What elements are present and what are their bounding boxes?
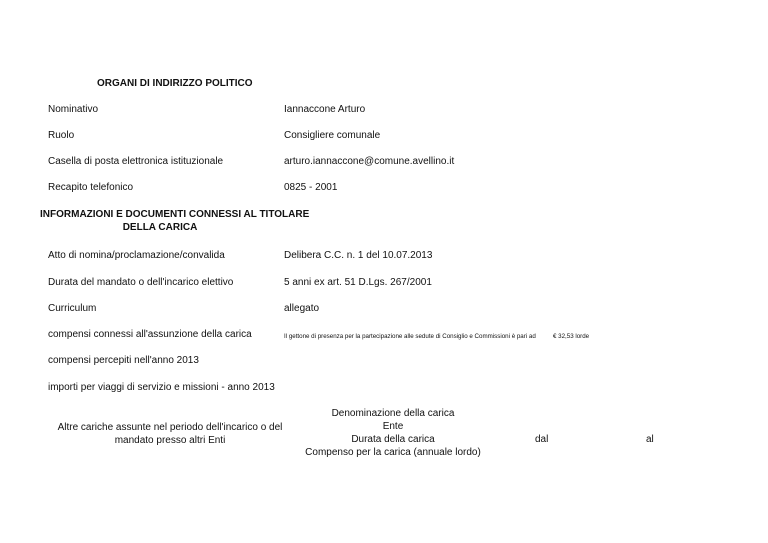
label-compensi-connessi: compensi connessi all'assunzione della carica bbox=[48, 329, 252, 340]
label-compensi-percepiti: compensi percepiti nell'anno 2013 bbox=[48, 355, 199, 366]
label-curriculum: Curriculum bbox=[48, 303, 97, 314]
value-curriculum: allegato bbox=[284, 303, 320, 314]
value-nominativo: Iannaccone Arturo bbox=[284, 104, 366, 115]
value-email: arturo.iannaccone@comune.avellino.it bbox=[284, 156, 455, 167]
label-al: al bbox=[646, 434, 654, 445]
label-altre-cariche-line2: mandato presso altri Enti bbox=[114, 435, 226, 446]
label-ruolo: Ruolo bbox=[48, 130, 75, 141]
value-ruolo: Consigliere comunale bbox=[284, 130, 381, 141]
label-telefono: Recapito telefonico bbox=[48, 182, 134, 193]
value-telefono: 0825 - 2001 bbox=[284, 182, 338, 193]
section-title-informazioni bbox=[40, 208, 310, 234]
section-title-organi: ORGANI DI INDIRIZZO POLITICO bbox=[97, 78, 253, 89]
field-denominazione: Denominazione della carica bbox=[331, 408, 455, 419]
label-atto-nomina: Atto di nomina/proclamazione/convalida bbox=[48, 250, 225, 261]
label-nominativo: Nominativo bbox=[48, 104, 99, 115]
section-title-line2: DELLA CARICA bbox=[122, 222, 198, 233]
field-durata: Durata della carica bbox=[351, 434, 435, 445]
label-email: Casella di posta elettronica istituzionale bbox=[48, 156, 224, 167]
field-compenso: Compenso per la carica (annuale lordo) bbox=[305, 447, 481, 458]
label-altre-cariche-line1: Altre cariche assunte nel periodo dell'incarico o del bbox=[57, 422, 283, 433]
section-title-line1: INFORMAZIONI E DOCUMENTI CONNESSI AL TITOLARE bbox=[40, 209, 310, 220]
value-durata-mandato: 5 anni ex art. 51 D.Lgs. 267/2001 bbox=[284, 277, 432, 288]
label-dal: dal bbox=[535, 434, 549, 445]
value-compensi-importo: € 32,53 lorde bbox=[553, 333, 590, 340]
label-altre-cariche bbox=[40, 421, 300, 447]
label-durata-mandato: Durata del mandato o dell'incarico elettivo bbox=[48, 277, 234, 288]
value-atto-nomina: Delibera C.C. n. 1 del 10.07.2013 bbox=[284, 250, 433, 261]
other-roles-fields bbox=[300, 407, 486, 459]
label-importi-viaggi: importi per viaggi di servizio e missioni - anno 2013 bbox=[48, 382, 275, 393]
value-compensi-connessi: Il gettone di presenza per la partecipazione alle sedute di Consiglio e Commissioni è pari ad bbox=[284, 333, 536, 340]
field-ente: Ente bbox=[382, 421, 404, 432]
